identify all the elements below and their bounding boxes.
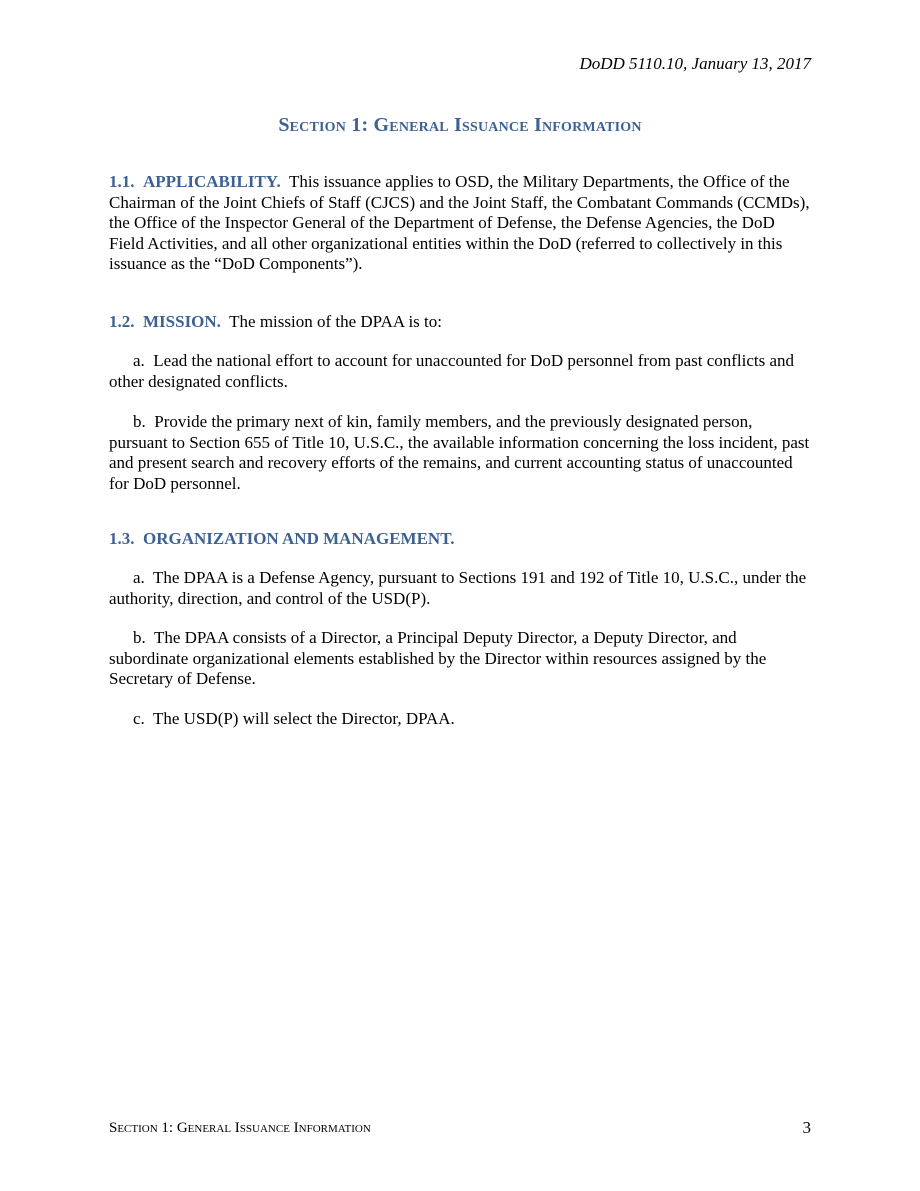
item-text: The USD(P) will select the Director, DPAA. [153,709,455,728]
item-label: b. [133,628,146,647]
paragraph-mission [109,312,811,333]
list-item [109,628,811,690]
list-item [109,351,811,392]
section-title: Section 1: General Issuance Information [278,114,642,136]
footer-section-label: Section 1: General Issuance Information [109,1120,371,1136]
running-header: DoDD 5110.10, January 13, 2017 [579,54,811,73]
item-label: b. [133,412,146,431]
paragraph-text: The mission of the DPAA is to: [229,312,442,331]
list-item [109,568,811,609]
item-label: c. [133,709,145,728]
page-number: 3 [802,1118,811,1137]
item-label: a. [133,568,145,587]
section-number: 1.1. [109,172,135,191]
section-number: 1.3. [109,529,135,548]
item-text: Lead the national effort to account for unaccounted for DoD personnel from past conflicts and other designated conflicts. [109,351,795,391]
list-item [109,709,811,730]
item-text: Provide the primary next of kin, family members, and the previously designated person, pursuant to Section 655 of Title 10, U.S.C., the available information concerning the loss incident, past and present search and recovery efforts of the remains, and current accounting status of unaccounted for DoD personnel. [109,412,810,493]
paragraph-text: This issuance applies to OSD, the Military Departments, the Office of the Chairman of the Joint Chiefs of Staff (CJCS) and the Joint Staff, the Combatant Commands (CCMDs), the Office of the Inspector General of the Department of Defense, the Defense Agencies, the DoD Field Activities, and all other organizational entities within the DoD (referred to collectively in this issuance as the “DoD Components”). [109,172,810,273]
item-text: The DPAA consists of a Director, a Principal Deputy Director, a Deputy Director, and subordinate organizational elements established by the Director within resources assigned by the Secretary of Defense. [109,628,767,688]
item-text: The DPAA is a Defense Agency, pursuant to Sections 191 and 192 of Title 10, U.S.C., under the authority, direction, and control of the USD(P). [109,568,807,608]
list-item [109,412,811,494]
item-label: a. [133,351,145,370]
section-heading: ORGANIZATION AND MANAGEMENT. [143,529,455,548]
paragraph-organization [109,529,811,550]
section-heading: APPLICABILITY. [143,172,281,191]
section-number: 1.2. [109,312,135,331]
paragraph-applicability [109,172,811,275]
section-heading: MISSION. [143,312,221,331]
